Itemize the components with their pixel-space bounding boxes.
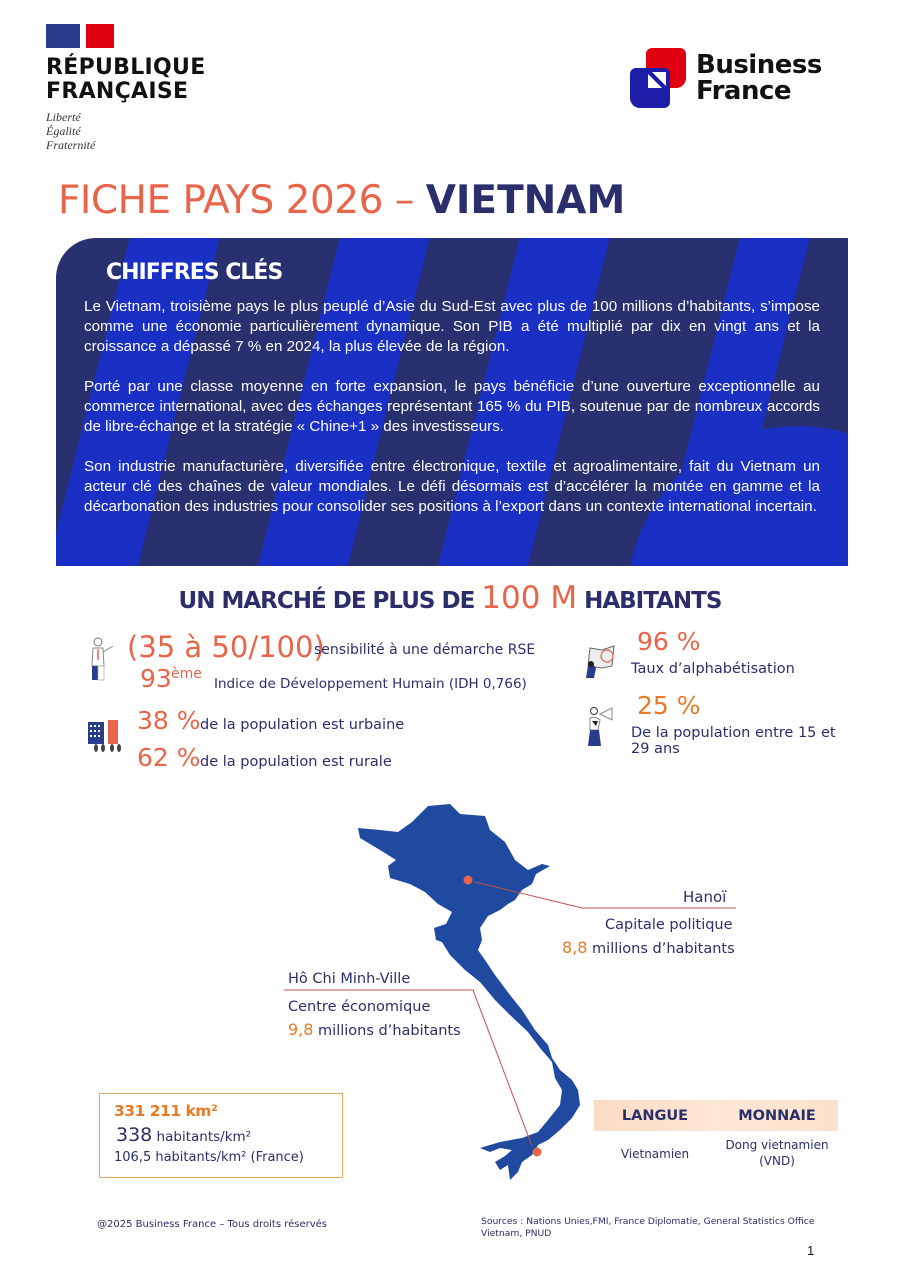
literacy-rate-value: 96 %	[637, 627, 701, 656]
page-number: 1	[807, 1243, 815, 1258]
hanoi-population-value: 8,8	[562, 938, 588, 957]
bf-text-line1: Business	[696, 50, 822, 80]
hcmc-population-value: 9,8	[288, 1020, 314, 1039]
presenter-icon	[86, 636, 118, 682]
hcmc-name: Hô Chi Minh-Ville	[288, 971, 411, 987]
youth-population-label	[631, 725, 836, 757]
currency-value: Dong vietnamien (VND)	[725, 1138, 829, 1168]
market-heading-highlight: 100 M	[481, 580, 578, 616]
market-heading-after: HABITANTS	[577, 588, 722, 614]
table-header-row	[594, 1100, 838, 1131]
rse-score-label: sensibilité à une démarche RSE	[314, 642, 536, 658]
rf-name-line1: RÉPUBLIQUE	[46, 55, 206, 80]
hcmc-population	[288, 1020, 461, 1039]
bf-text-line2: France	[696, 76, 792, 106]
key-figures-paragraph-1: Le Vietnam, troisième pays le plus peuplé d’Asie du Sud-Est avec plus de 100 millions d’habitants, s’impose comme une économie particulièrement dynamique. Son PIB a été multiplié par dix en vingt ans et la croissance a dépassé 7 % en 2024, la plus élevée de la région.	[84, 298, 820, 355]
republique-francaise-logo	[46, 24, 206, 152]
idh-rank-value: 93	[140, 664, 172, 693]
youth-population-value: 25 %	[637, 691, 701, 720]
hanoi-population	[562, 938, 735, 957]
key-figures-paragraph-2: Porté par une classe moyenne en forte expansion, le pays bénéficie d’une ouverture exceptionnelle au commerce international, avec des échanges représentant 165 % du PIB, soutenue par de nombreux accords de libre-échange et la stratégie « Chine+1 » des investisseurs.	[84, 378, 820, 435]
motto-fraternite: Fraternité	[46, 138, 96, 152]
rf-motto	[46, 110, 206, 152]
hcmc-population-label: millions d’habitants	[313, 1023, 461, 1039]
business-france-mark-icon	[630, 48, 686, 108]
density-label: habitants/km²	[152, 1129, 252, 1145]
youth-label-line1: De la population entre 15 et	[631, 725, 836, 741]
motto-egalite: Égalité	[46, 124, 81, 138]
marianne-flag-icon	[46, 24, 114, 48]
header-language: LANGUE	[621, 1107, 689, 1124]
urban-population-value: 38 %	[137, 706, 201, 735]
hcmc-role: Centre économique	[288, 999, 431, 1015]
youth-label-line2: 29 ans	[631, 741, 680, 757]
business-france-logo	[630, 48, 822, 108]
key-figures-paragraph-3: Son industrie manufacturière, diversifiée entre électronique, textile et agroalimentaire, fait du Vietnam un acteur clé des chaînes de valeur mondiales. Le défi désormais est d’accélérer la montée en gamme et la décarbonation des industries pour consolider ses positions à l’export dans un contexte international incertain.	[84, 458, 820, 515]
hanoi-population-label: millions d’habitants	[587, 941, 735, 957]
market-heading	[0, 580, 900, 616]
france-density: 106,5 habitants/km² (France)	[114, 1150, 304, 1165]
rse-score-value: (35 à 50/100)	[127, 630, 325, 664]
title-country: VIETNAM	[425, 178, 626, 223]
rural-population-value: 62 %	[137, 743, 201, 772]
page-title	[58, 178, 625, 224]
city-buildings-icon	[86, 718, 126, 754]
copyright-text: @2025 Business France – Tous droits réservés	[97, 1219, 328, 1230]
title-prefix: FICHE PAYS 2026 –	[58, 178, 426, 223]
language-currency-table	[594, 1100, 838, 1169]
table-row	[594, 1137, 838, 1169]
megaphone-person-icon	[586, 706, 616, 748]
key-figures-heading: CHIFFRES CLÉS	[106, 260, 283, 285]
rural-population-label: de la population est rurale	[200, 754, 392, 770]
language-value: Vietnamien	[620, 1147, 690, 1161]
idh-rank-label: Indice de Développement Humain (IDH 0,766)	[214, 676, 527, 692]
area-density-box	[99, 1093, 343, 1178]
literacy-rate-label: Taux d’alphabétisation	[631, 661, 795, 677]
sources-text: Sources : Nations Unies,FMI, France Diplomatie, General Statistics Office Vietnam, PNUD	[481, 1216, 815, 1239]
surface-area: 331 211 km²	[114, 1102, 218, 1120]
hanoi-role: Capitale politique	[605, 917, 733, 933]
motto-liberte: Liberté	[46, 110, 81, 124]
urban-population-label: de la population est urbaine	[200, 717, 405, 733]
key-figures-panel	[56, 238, 848, 566]
hanoi-name: Hanoï	[683, 888, 727, 906]
density-value: 338	[116, 1124, 153, 1146]
idh-rank-suffix: ème	[171, 666, 202, 682]
rf-name-line2: FRANÇAISE	[46, 79, 189, 104]
reading-book-icon	[584, 644, 620, 682]
header-currency: MONNAIE	[738, 1107, 816, 1124]
population-density	[116, 1124, 342, 1146]
market-heading-before: UN MARCHÉ DE PLUS DE	[178, 588, 482, 614]
